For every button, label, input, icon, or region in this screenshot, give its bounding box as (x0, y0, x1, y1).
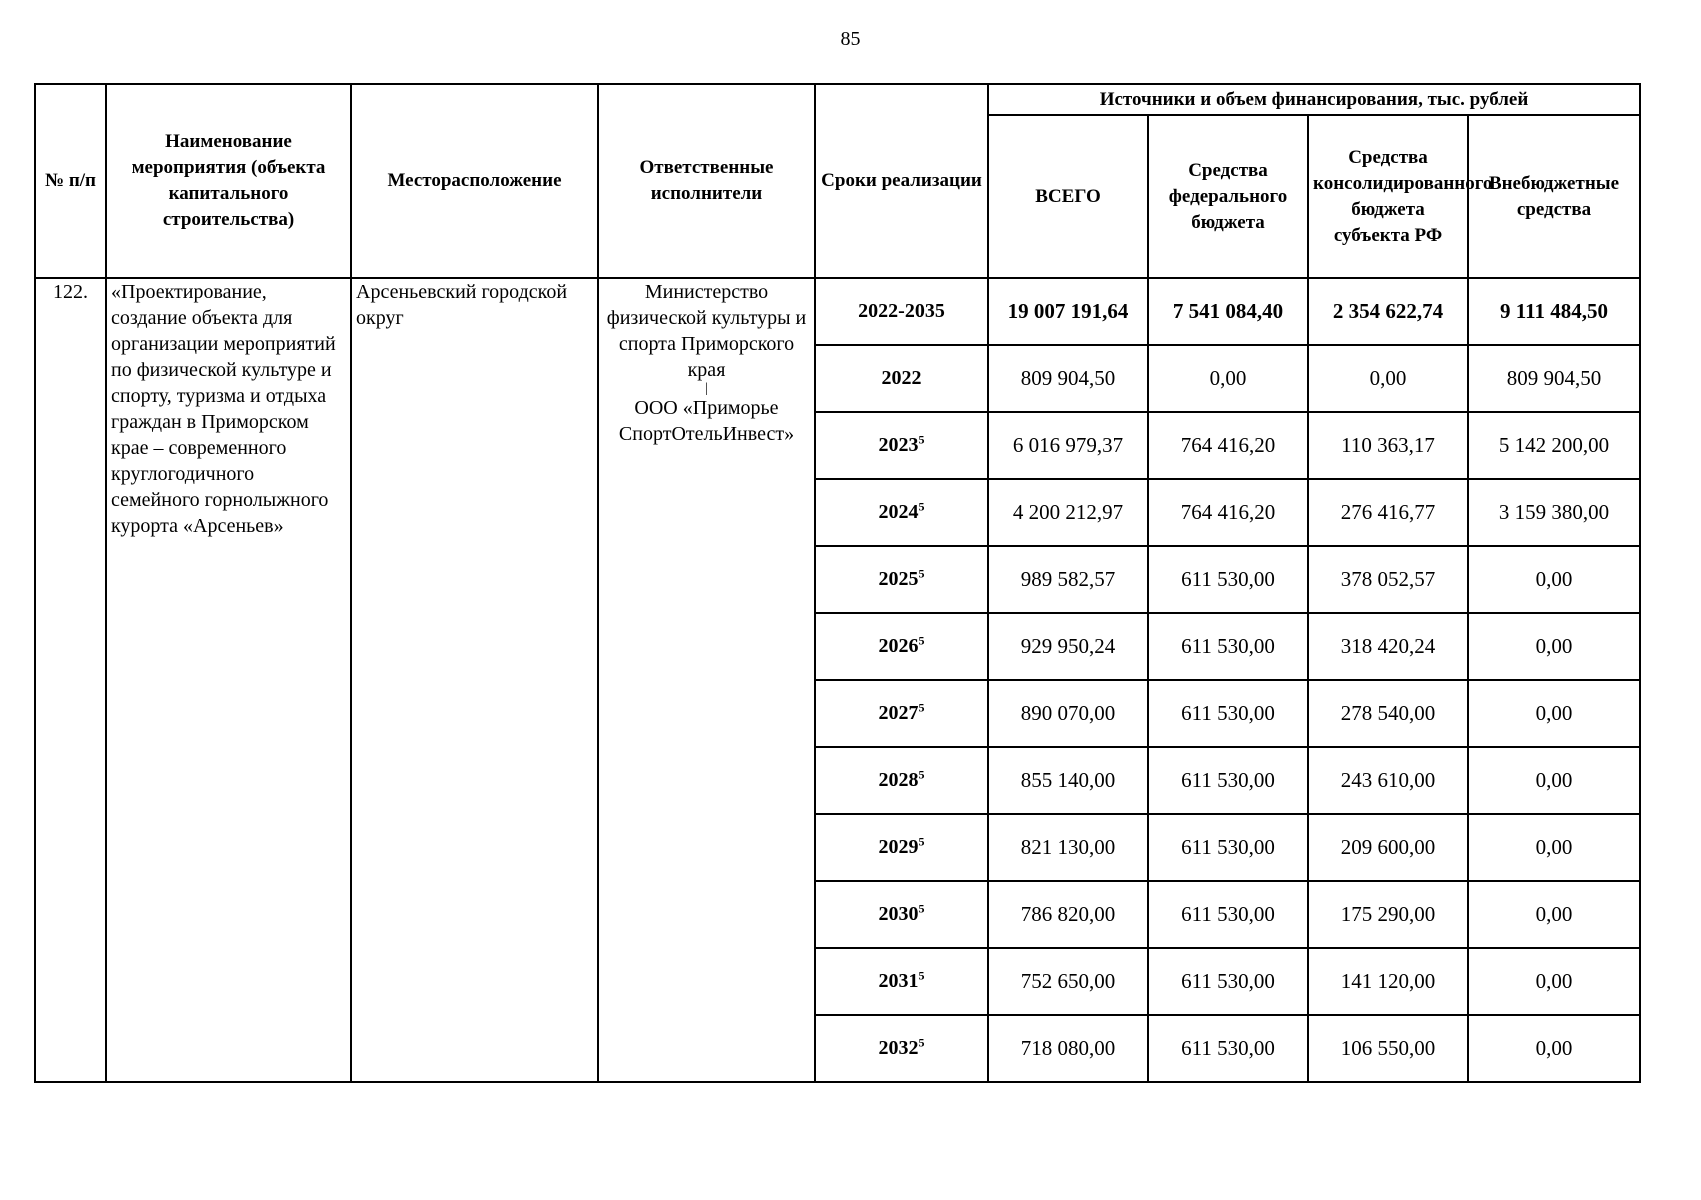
financing-table (34, 83, 1641, 1083)
total-cell: 4 200 212,97 (988, 479, 1148, 546)
period-year: 2030 (878, 903, 919, 925)
footnote-marker: 5 (918, 633, 925, 648)
federal-cell: 0,00 (1148, 345, 1308, 412)
consolidated-cell: 278 540,00 (1308, 680, 1468, 747)
header-funding-group: Источники и объем финансирования, тыс. рублей (988, 84, 1640, 115)
total-cell: 6 016 979,37 (988, 412, 1148, 479)
total-cell: 752 650,00 (988, 948, 1148, 1015)
period-year: 2022 (881, 367, 922, 389)
total-cell: 821 130,00 (988, 814, 1148, 881)
federal-cell: 611 530,00 (1148, 814, 1308, 881)
separator-mark: | (705, 381, 708, 396)
consolidated-cell: 106 550,00 (1308, 1015, 1468, 1082)
extrabudget-cell: 9 111 484,50 (1468, 278, 1640, 345)
consolidated-cell: 318 420,24 (1308, 613, 1468, 680)
period-year: 2025 (878, 568, 919, 590)
responsible-ministry: Министерство физической культуры и спорта Приморского края (606, 281, 807, 381)
federal-cell: 611 530,00 (1148, 881, 1308, 948)
entry-name: «Проектирование, создание объекта для организации мероприятий по физической культуре и спорту, туризма и отдыха граждан в Приморском крае – современного круглогодичного семейного горнолыжного курорта «Арсеньев» (106, 278, 351, 1082)
entry-location: Арсеньевский городской округ (351, 278, 598, 1082)
page-number: 85 (840, 28, 861, 50)
header-responsible: Ответственные исполнители (598, 84, 815, 278)
consolidated-cell: 175 290,00 (1308, 881, 1468, 948)
extrabudget-cell: 809 904,50 (1468, 345, 1640, 412)
period-cell (815, 345, 988, 412)
period-cell (815, 680, 988, 747)
period-year: 2032 (878, 1037, 919, 1059)
consolidated-cell: 2 354 622,74 (1308, 278, 1468, 345)
header-federal: Средства федерального бюджета (1148, 115, 1308, 278)
period-year: 2029 (878, 836, 919, 858)
footnote-marker: 5 (918, 499, 925, 514)
extrabudget-cell: 3 159 380,00 (1468, 479, 1640, 546)
total-cell: 929 950,24 (988, 613, 1148, 680)
header-location: Месторасположение (351, 84, 598, 278)
total-cell: 855 140,00 (988, 747, 1148, 814)
consolidated-cell: 276 416,77 (1308, 479, 1468, 546)
period-cell (815, 546, 988, 613)
responsible-company: ООО «Приморье СпортОтельИнвест» (618, 397, 795, 445)
period-year: 2022-2035 (858, 300, 945, 322)
period-year: 2023 (878, 434, 919, 456)
period-cell (815, 948, 988, 1015)
extrabudget-cell: 0,00 (1468, 814, 1640, 881)
extrabudget-cell: 0,00 (1468, 1015, 1640, 1082)
footnote-marker: 5 (918, 432, 925, 447)
federal-cell: 7 541 084,40 (1148, 278, 1308, 345)
period-cell (815, 412, 988, 479)
period-year: 2031 (878, 970, 919, 992)
footnote-marker: 5 (918, 834, 925, 849)
period-year: 2026 (878, 635, 919, 657)
consolidated-cell: 110 363,17 (1308, 412, 1468, 479)
extrabudget-cell: 0,00 (1468, 881, 1640, 948)
extrabudget-cell: 5 142 200,00 (1468, 412, 1640, 479)
consolidated-cell: 141 120,00 (1308, 948, 1468, 1015)
federal-cell: 764 416,20 (1148, 479, 1308, 546)
table-row (35, 278, 1640, 345)
period-cell (815, 278, 988, 345)
federal-cell: 764 416,20 (1148, 412, 1308, 479)
header-num: № п/п (35, 84, 106, 278)
entry-number: 122. (35, 278, 106, 1082)
total-cell: 809 904,50 (988, 345, 1148, 412)
extrabudget-cell: 0,00 (1468, 948, 1640, 1015)
period-year: 2028 (878, 769, 919, 791)
period-year: 2027 (878, 702, 919, 724)
extrabudget-cell: 0,00 (1468, 546, 1640, 613)
extrabudget-cell: 0,00 (1468, 680, 1640, 747)
table-body (35, 278, 1640, 1082)
period-cell (815, 479, 988, 546)
footnote-marker: 5 (918, 1035, 925, 1050)
entry-responsible (598, 278, 815, 1082)
header-period: Сроки реализации (815, 84, 988, 278)
total-cell: 718 080,00 (988, 1015, 1148, 1082)
total-cell: 19 007 191,64 (988, 278, 1148, 345)
period-cell (815, 747, 988, 814)
footnote-marker: 5 (918, 901, 925, 916)
total-cell: 890 070,00 (988, 680, 1148, 747)
federal-cell: 611 530,00 (1148, 747, 1308, 814)
footnote-marker: 5 (918, 566, 925, 581)
total-cell: 786 820,00 (988, 881, 1148, 948)
footnote-marker: 5 (918, 767, 925, 782)
header-name: Наименование мероприятия (объекта капитального строительства) (106, 84, 351, 278)
footnote-marker: 5 (918, 968, 925, 983)
footnote-marker: 5 (918, 700, 925, 715)
header-consolidated: Средства консолидированного бюджета субъекта РФ (1308, 115, 1468, 278)
consolidated-cell: 0,00 (1308, 345, 1468, 412)
period-cell (815, 613, 988, 680)
federal-cell: 611 530,00 (1148, 613, 1308, 680)
period-year: 2024 (878, 501, 919, 523)
header-total: ВСЕГО (988, 115, 1148, 278)
period-cell (815, 881, 988, 948)
extrabudget-cell: 0,00 (1468, 747, 1640, 814)
federal-cell: 611 530,00 (1148, 1015, 1308, 1082)
consolidated-cell: 209 600,00 (1308, 814, 1468, 881)
total-cell: 989 582,57 (988, 546, 1148, 613)
federal-cell: 611 530,00 (1148, 546, 1308, 613)
header-extrabudget: Внебюджетные средства (1468, 115, 1640, 278)
extrabudget-cell: 0,00 (1468, 613, 1640, 680)
consolidated-cell: 378 052,57 (1308, 546, 1468, 613)
consolidated-cell: 243 610,00 (1308, 747, 1468, 814)
federal-cell: 611 530,00 (1148, 948, 1308, 1015)
federal-cell: 611 530,00 (1148, 680, 1308, 747)
period-cell (815, 1015, 988, 1082)
period-cell (815, 814, 988, 881)
